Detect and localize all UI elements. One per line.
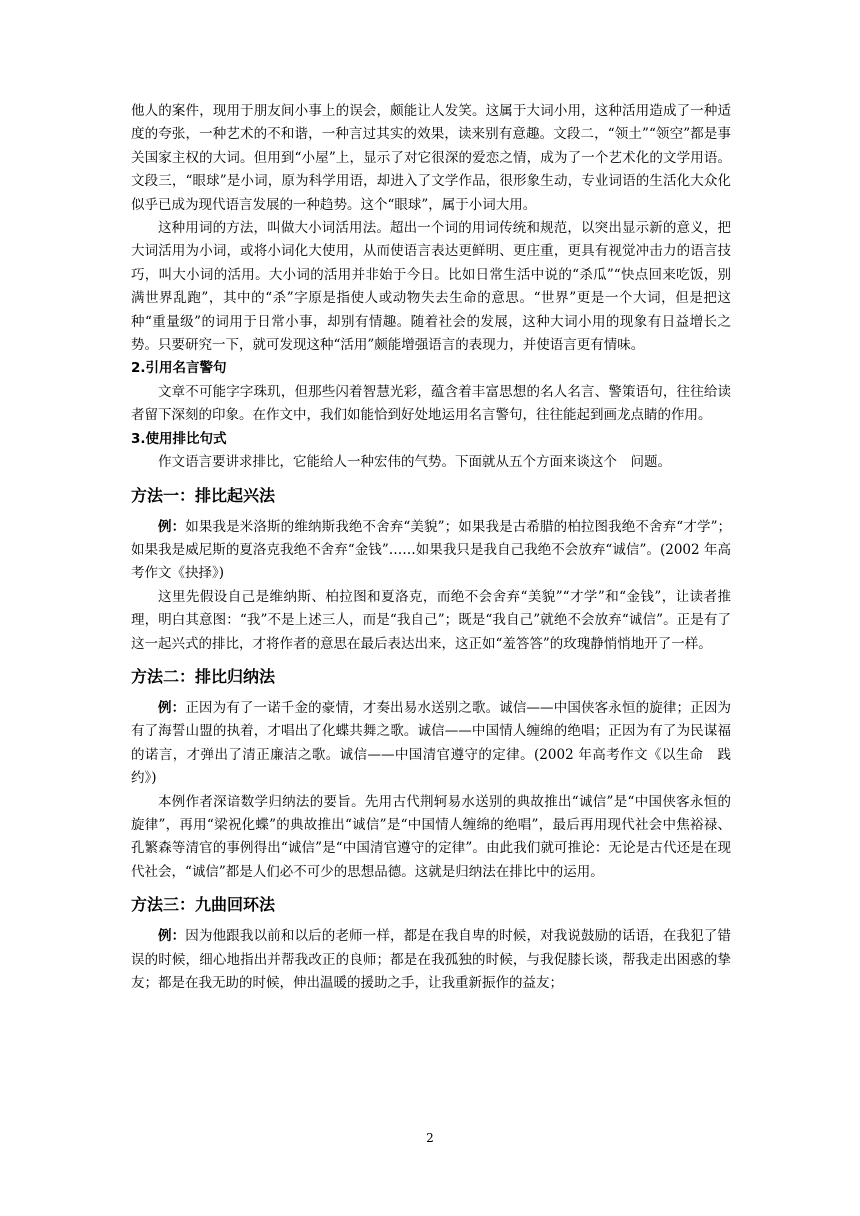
method-1-example (131, 516, 731, 586)
paragraph-parallelism: 作文语言要讲求排比，它能给人一种宏伟的气势。下面就从五个方面来谈这个 问题。 (158, 454, 671, 471)
paragraph-method-definition: 这种用词的方法，叫做大小词活用法。超出一个词的用词传统和规范，以突出显示新的意义，把大词活用为小词，或将小词化大使用，从而使语言表达更鲜明、更庄重，更具有视觉冲击力的语言技巧，叫大小词的活用。大小词的活用并非始于今日。比如日常生活中说的“杀瓜”“快点回来吃饭，别满世界乱跑”，其中的“杀”字原是指使人或动物失去生命的意思。“世界”更是一个大词，但是把这种“重量级”的词用于日常小事，却别有情趣。随着社会的发展，这种大词小用的现象有日益增长之势。只要研究一下，就可发现这种“活用”颇能增强语言的表现力，并使语言更有情味。 (131, 220, 731, 354)
example-label: 例： (158, 699, 186, 716)
heading-quotes: 2.引用名言警句 (131, 360, 227, 377)
method-3-example-text: 因为他跟我以前和以后的老师一样，都是在我自卑的时候，对我说鼓励的话语，在我犯了错误的时候，细心地指出并帮我改正的良师；都是在我孤独的时候，与我促膝长谈，帮我走出困惑的挚友；都是在我无助的时候，伸出温暖的援助之手，让我重新振作的益友； (131, 928, 732, 991)
example-label: 例： (158, 518, 186, 535)
method-3-example (131, 925, 731, 995)
method-1-example-text: 如果我是米洛斯的维纳斯我绝不舍弃“美貌”；如果我是古希腊的柏拉图我绝不舍弃“才学”；如果我是威尼斯的夏洛克我绝不舍弃“金钱”……如果我只是我自己我绝不会放弃“诚信”。(2002 年高考作文《抉择》) (131, 518, 731, 582)
paragraph-quotes: 文章不可能字字珠玑，但那些闪着智慧光彩，蕴含着丰富思想的名人名言、警策语句，往往给读者留下深刻的印象。在作文中，我们如能恰到好处地运用名言警句，往往能起到画龙点睛的作用。 (131, 383, 731, 424)
method-3-title: 方法三：九曲回环法 (131, 895, 276, 915)
page-number: 2 (426, 1131, 434, 1145)
page-body (131, 100, 731, 995)
example-label: 例： (158, 928, 186, 945)
method-2-example (131, 697, 731, 791)
method-1-analysis: 这里先假设自己是维纳斯、柏拉图和夏洛克，而绝不会舍弃“美貌”“才学”和“金钱”，让读者推理，明白其意图：“我”不是上述三人，而是“我自己”；既是“我自己”就绝不会放弃“诚信”。正是有了这一起兴式的排比，才将作者的意思在最后表达出来，这正如“羞答答”的玫瑰静悄悄地开了一样。 (131, 588, 731, 652)
method-2-analysis: 本例作者深谙数学归纳法的要旨。先用古代荆轲易水送别的典故推出“诚信”是“中国侠客永恒的旋律”，再用“梁祝化蝶”的典故推出“诚信”是“中国情人缠绵的绝唱”，最后再用现代社会中焦裕禄、孔繁森等清官的事例得出“诚信”是“中国清官遵守的定律”。由此我们就可推论：无论是古代还是在现代社会，“诚信”都是人们必不可少的思想品德。这就是归纳法在排比中的运用。 (131, 793, 731, 880)
method-2-title: 方法二：排比归纳法 (131, 666, 276, 686)
method-1-title: 方法一：排比起兴法 (131, 485, 276, 505)
method-2-example-text: 正因为有了一诺千金的豪情，才奏出易水送别之歌。诚信——中国侠客永恒的旋律；正因为有了海誓山盟的执着，才唱出了化蝶共舞之歌。诚信——中国情人缠绵的绝唱；正因为有了为民谋福的诺言，才弹出了清正廉洁之歌。诚信——中国清官遵守的定律。(2002 年高考作文《以生命 践约》) (131, 699, 732, 787)
heading-parallelism: 3.使用排比句式 (131, 430, 227, 447)
paragraph-intro: 他人的案件，现用于朋友间小事上的误会，颇能让人发笑。这属于大词小用，这种活用造成了一种适度的夸张，一种艺术的不和谐，一种言过其实的效果，读来别有意趣。文段二，“领土”“领空”都是事关国家主权的大词。但用到“小屋”上，显示了对它很深的爱恋之情，成为了一个艺术化的文学用语。文段三，“眼球”是小词，原为科学用语，却进入了文学作品，很形象生动，专业词语的生活化大众化似乎已成为现代语言发展的一种趋势。这个“眼球”，属于小词大用。 (131, 103, 731, 213)
